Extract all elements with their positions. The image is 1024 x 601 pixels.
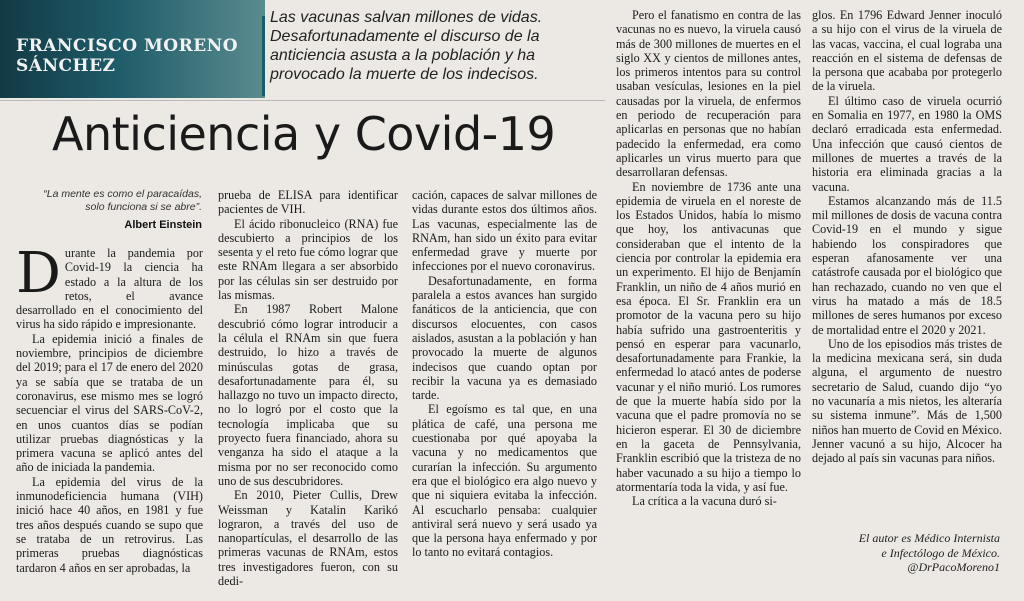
paragraph: Pero el fanatismo en contra de las vacunas no es nuevo, la viruela causó más de 300 millones de muertes en el siglo XX y cientos de millones antes, los primeros intentos para su control usaban vesículas, lesiones en la piel causadas por la viruela, de enfermos en periodo de recuperación para aplicarlas en personas que no habían padecido la enfermedad, era como aplicarles un virus muerto para que desarrollaran defensas. (616, 8, 801, 180)
column-1 (16, 241, 203, 575)
paragraph: cación, capaces de salvar millones de vidas durante estos dos últimos años. Las vacunas, especialmente las de RNAm, han sido un éxito para evitar enfermedad grave y muerte por infecciones por el nuevo coronavirus. (412, 188, 597, 274)
paragraph: Durante la pandemia por Covid-19 la ciencia ha estado a la altura de los retos, el avance desarrollado en el conocimiento del virus ha sido rápido e impresionante. (16, 241, 203, 332)
paragraph: Estamos alcanzando más de 11.5 mil millones de dosis de vacuna contra Covid-19 en el mundo y sigue habiendo los conspiradores que esperan afanosamente ver una catástrofe causada por el biológico que han rechazado, cuando no ven que el virus ha matado a más de 18.5 millones de seres humanos por exceso de mortalidad entre el 2020 y 2021. (812, 193, 1002, 337)
author-signoff (820, 531, 1000, 575)
paragraph: prueba de ELISA para identificar pacientes de VIH. (218, 188, 398, 217)
twitter-handle: @DrPacoMoreno1 (907, 560, 1000, 574)
column-5 (812, 8, 1002, 466)
author-name: FRANCISCO MORENO SÁNCHEZ (16, 36, 239, 76)
paragraph: La epidemia inició a finales de noviembre, principios de diciembre del 2019; para el 17 de enero del 2020 ya se sabía que se trataba de un coronavirus, ese mismo mes se logró secuenciar el virus del SARS-CoV-2, en unos cuantos días se podían utilizar pruebas diagnósticas y la primera vacuna se aplicó antes del año de iniciada la pandemia. (16, 331, 203, 475)
paragraph: glos. En 1796 Edward Jenner inoculó a su hijo con el virus de la viruela de las vacas, vaccina, el cual lograba una reacción en el sistema de defensas de la persona que acababa por protegerlo de la viruela. (812, 8, 1002, 94)
article-deck: Las vacunas salvan millones de vidas. Desafortunadamente el discurso de la anticiencia asusta a la población y ha provocado la muerte de los indecisos. (270, 8, 600, 98)
paragraph: En 2010, Pieter Cullis, Drew Weissman y Katalin Karikó lograron, a través del uso de nanopartículas, el desarrollo de las primeras vacunas de RNAm, estos tres investigadores fueron, con su dedi- (218, 488, 398, 589)
paragraph: Desafortunadamente, en forma paralela a estos avances han surgido fanáticos de la anticiencia, que con discursos elocuentes, con casos aislados, asustan a la población y han provocado la muerte de algunos indecisos que cuando optan por recibir la vacuna ya es demasiado tarde. (412, 273, 597, 403)
column-2 (218, 188, 398, 588)
paragraph: El ácido ribonucleico (RNA) fue descubierto a principios de los sesenta y el reto fue cómo lograr que este RNAm llegara a ser absorbido por las células sin ser destruido por las mismas. (218, 216, 398, 303)
paragraph: En noviembre de 1736 ante una epidemia de viruela en el noreste de los Estados Unidos, había lo mismo que hoy, los antivacunas que consideraban que el intento de la ciencia por controlar la epidemia era un experimento. El hijo de Benjamín Franklin, un niño de 4 años murió en esa época. El Sr. Franklin era un promotor de la vacuna pero su hijo había sufrido una gastroenteritis y pensó en esperar para vacunarlo, desafortunadamente para Frankie, la enfermedad lo atacó antes de poderse vacunar y el niño murió. Los rumores de que la muerte había sido por la vacuna que el padre promovía no se hicieron esperar. El 30 de diciembre en la gaceta de Pennsylvania, Franklin escribió que la tristeza de no haber vacunado a su hijo a tiempo lo atormentaría toda la vida, y así fue. (616, 179, 801, 494)
paragraph: La crítica a la vacuna duró si- (632, 494, 777, 509)
paragraph: Uno de los episodios más tristes de la medicina mexicana será, sin duda alguna, el argumento de nuestro secretario de Salud, cuando dijo “yo no vacunaría a mis nietos, les alteraría su sistema inmune”. Más de 1,500 niños han muerto de Covid en México. Jenner vacunó a su hijo, Alcocer ha dejado al país sin vacunas para niños. (812, 336, 1002, 466)
signoff-line: e Infectólogo de México. (881, 545, 1000, 560)
author-banner (0, 0, 265, 98)
paragraph: En 1987 Robert Malone descubrió cómo lograr introducir a la célula el RNAm sin que fuera destruido, lo hizo a través de minúsculas gotas de grasa, desafortunadamente para él, su hallazgo no tuvo un impacto directo, no lo logró por el costo que la tecnología implicaba que su proyecto fuera financiado, ahora su venganza ha sido el ataque a la misma por no ser reconocido como uno de sus descubridores. (218, 302, 398, 488)
paragraph: La epidemia del virus de la inmunodeficiencia humana (VIH) inició hace 40 años, en 1981 y fue tres años después cuando se supo que se trataba de un retrovirus. Las primeras pruebas diagnósticas tardaron 4 años en ser aprobadas, la (16, 474, 203, 575)
epigraph-quote: “La mente es como el paracaídas, solo funciona si se abre”. (43, 188, 202, 213)
signoff-line: El autor es Médico Internista (858, 531, 1000, 545)
headline: Anticiencia y Covid-19 (52, 107, 556, 161)
paragraph: El egoísmo es tal que, en una plática de café, una persona me cuestionaba por qué apoyaba la vacuna y no medicamentos que curarían la infección. Su argumento era que el biológico era algo nuevo y que ni siquiera evitaba la infección. Al escucharlo pensaba: cualquier antiviral será nuevo y será usado ya que la persona haya enfermado y por lo tanto no evitará contagios. (412, 402, 597, 560)
column-3 (412, 188, 597, 560)
divider (0, 100, 605, 101)
paragraph: El último caso de viruela ocurrió en Somalia en 1977, en 1980 la OMS declaró erradicada esta enfermedad. Una infección que causó cientos de millones de muertes a través de la historia era eliminada gracias a la vacuna. (812, 93, 1002, 194)
drop-cap: D (16, 241, 61, 306)
column-4 (616, 8, 801, 508)
epigraph-author: Albert Einstein (124, 219, 202, 231)
